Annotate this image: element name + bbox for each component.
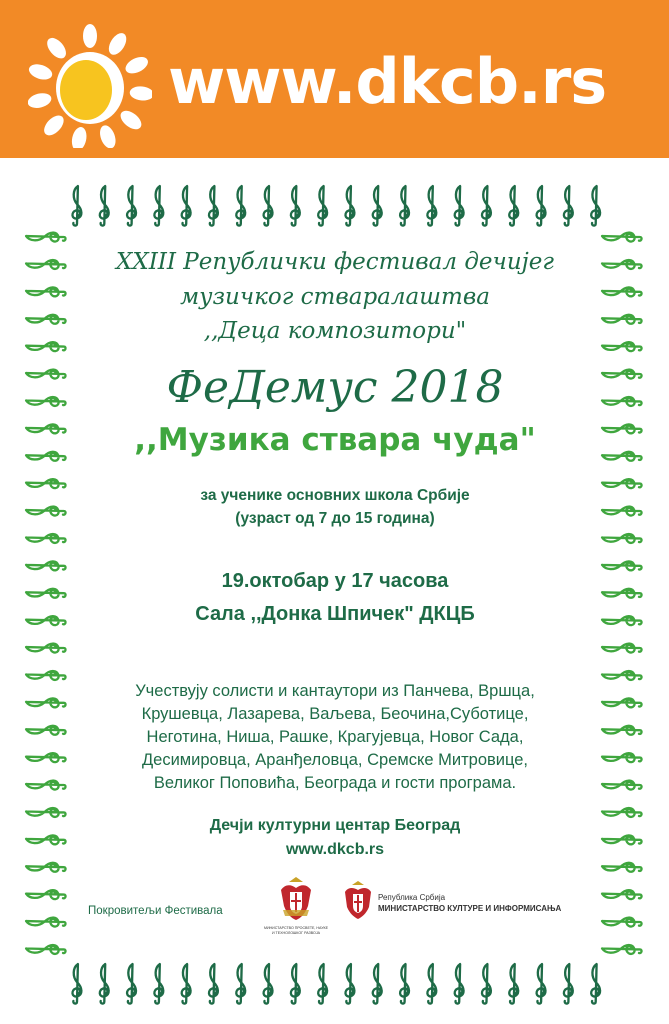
treble-clef-icon [26,452,65,461]
treble-clef-icon [602,342,641,351]
treble-clef-icon [373,964,382,1003]
treble-clef-icon [26,287,65,296]
treble-clef-icon [602,671,641,680]
treble-clef-icon [236,964,245,1003]
treble-clef-icon [318,186,327,225]
treble-clef-icon [602,918,641,927]
treble-clef-icon [602,753,641,762]
treble-clef-icon [345,186,354,225]
treble-clef-icon [26,835,65,844]
treble-clef-icon [509,186,518,225]
treble-clef-icon [602,945,641,954]
treble-clef-icon [26,781,65,790]
treble-clef-icon [602,534,641,543]
patrons-label: Покровитељи Фестивала [88,905,223,917]
treble-clef-icon [602,644,641,653]
participants-line-5: Великог Поповића, Београда и гости програма. [153,774,517,792]
treble-clef-icon [26,945,65,954]
treble-clef-icon [564,186,573,225]
treble-clef-icon [182,186,191,225]
serbian-coat-of-arms-icon [343,880,373,921]
treble-clef-icon [602,808,641,817]
treble-clef-icon [26,561,65,570]
event-date: 19.октобар у 17 часова [221,570,449,592]
treble-clef-icon [100,964,109,1003]
treble-clef-icon [26,644,65,653]
treble-clef-icon [26,726,65,735]
header-url[interactable]: www.dkcb.rs [168,45,607,118]
treble-clef-icon [209,964,218,1003]
treble-clef-icon [26,863,65,872]
treble-clef-icon [427,964,436,1003]
organizer-name: Дечји културни центар Београд [209,817,461,834]
treble-clef-icon [26,890,65,899]
treble-clef-icon [154,964,163,1003]
treble-clef-icon [537,186,546,225]
treble-clef-icon [26,918,65,927]
treble-clef-icon [427,186,436,225]
treble-clef-icon [26,260,65,269]
treble-clef-icon [537,964,546,1003]
treble-clef-icon [602,616,641,625]
treble-clef-icon [455,964,464,1003]
organizer-url[interactable]: www.dkcb.rs [285,841,385,858]
clef-column-left [26,233,65,954]
treble-clef-icon [602,370,641,379]
treble-clef-icon [602,479,641,488]
treble-clef-icon [602,781,641,790]
festival-name-line-2: музичког стваралаштва [180,284,490,310]
header-banner [0,0,669,158]
treble-clef-icon [127,964,136,1003]
treble-clef-icon [509,964,518,1003]
treble-clef-icon [100,186,109,225]
treble-clef-icon [127,186,136,225]
clef-row-bottom [72,964,600,1003]
treble-clef-icon [482,964,491,1003]
treble-clef-icon [264,964,273,1003]
treble-clef-icon [602,589,641,598]
treble-clef-icon [591,964,600,1003]
festival-name-line-3: ,,Деца композитори" [203,318,467,344]
festival-motto: ,,Музика ствара чуда" [134,422,536,458]
treble-clef-icon [26,808,65,817]
treble-clef-icon [591,186,600,225]
treble-clef-icon [602,835,641,844]
treble-clef-icon [26,698,65,707]
treble-clef-icon [26,342,65,351]
treble-clef-icon [602,507,641,516]
treble-clef-icon [602,698,641,707]
treble-clef-icon [236,186,245,225]
ministry-culture-name: МИНИСТАРСТВО КУЛТУРЕ И ИНФОРМИСАЊА [378,904,562,913]
treble-clef-icon [602,315,641,324]
treble-clef-icon [482,186,491,225]
treble-clef-icon [602,424,641,433]
participants-line-1: Учествују солисти и кантаутори из Панчева, Вршца, [135,682,535,700]
treble-clef-icon [26,424,65,433]
treble-clef-icon [26,315,65,324]
treble-clef-icon [602,561,641,570]
treble-clef-icon [602,863,641,872]
treble-clef-icon [602,233,641,242]
treble-clef-icon [26,616,65,625]
participants-line-2: Крушевца, Лазарева, Ваљева, Беочина,Суботице, [141,705,529,723]
treble-clef-icon [26,507,65,516]
treble-clef-icon [26,370,65,379]
sun-logo-icon [28,24,152,148]
treble-clef-icon [154,186,163,225]
treble-clef-icon [602,287,641,296]
treble-clef-icon [291,186,300,225]
treble-clef-icon [400,964,409,1003]
clef-row-top [72,186,600,225]
treble-clef-icon [602,260,641,269]
treble-clef-icon [455,186,464,225]
treble-clef-icon [345,964,354,1003]
participants-line-4: Десимировца, Аранђеловца, Сремске Митровице, [141,751,529,769]
treble-clef-icon [318,964,327,1003]
treble-clef-icon [26,233,65,242]
ministry-education-name: МИНИСТАРСТВО ПРОСВЕТЕ, НАУКЕ И ТЕХНОЛОШКОГ РАЗВОЈА [263,926,329,935]
treble-clef-icon [209,186,218,225]
serbian-coat-of-arms-icon [279,876,313,922]
festival-name-line-1: XXIII Републички фестивал дечијег [115,249,555,275]
treble-clef-icon [602,890,641,899]
treble-clef-icon [564,964,573,1003]
participants-line-3: Неготина, Ниша, Рашке, Крагујевца, Новог Сада, [146,728,524,746]
treble-clef-icon [182,964,191,1003]
ministry-culture-country: Република Србија [378,893,446,902]
treble-clef-icon [26,753,65,762]
treble-clef-icon [602,452,641,461]
treble-clef-icon [72,964,81,1003]
treble-clef-icon [373,186,382,225]
clef-column-right [602,233,641,954]
treble-clef-icon [72,186,81,225]
treble-clef-icon [26,671,65,680]
treble-clef-icon [291,964,300,1003]
treble-clef-icon [602,397,641,406]
festival-title: ФеДемус 2018 [166,362,504,413]
treble-clef-icon [602,726,641,735]
treble-clef-icon [26,534,65,543]
target-audience-line-1: за ученике основних школа Србије [200,487,470,504]
treble-clef-icon [26,397,65,406]
treble-clef-icon [400,186,409,225]
target-audience-line-2: (узраст од 7 до 15 година) [235,510,435,527]
treble-clef-icon [26,479,65,488]
treble-clef-icon [26,589,65,598]
event-venue: Сала ,,Донка Шпичек" ДКЦБ [195,603,475,625]
treble-clef-icon [264,186,273,225]
